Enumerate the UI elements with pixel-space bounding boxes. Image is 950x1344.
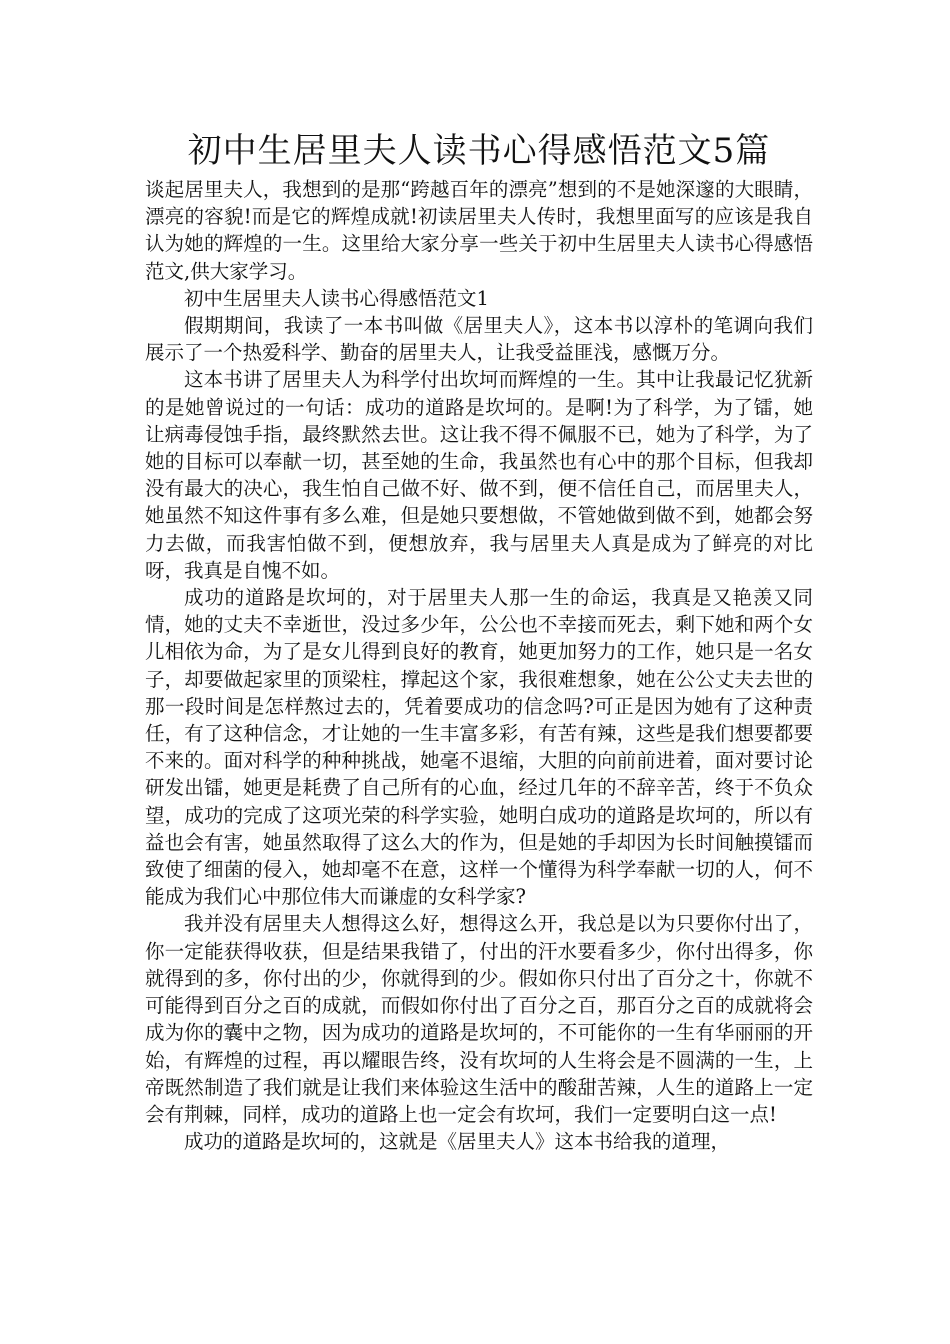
- document-page: [145, 128, 813, 1155]
- body-paragraph-1: 假期期间，我读了一本书叫做《居里夫人》，这本书以淳朴的笔调向我们展示了一个热爱科学、勤奋的居里夫人，让我受益匪浅，感慨万分。: [145, 314, 813, 365]
- body-paragraph-5: 成功的道路是坎坷的，这就是《居里夫人》这本书给我的道理，: [184, 1130, 731, 1154]
- body-paragraph-2: 这本书讲了居里夫人为科学付出坎坷而辉煌的一生。其中让我最记忆犹新的是她曾说过的一句话：成功的道路是坎坷的。是啊!为了科学，为了镭，她让病毒侵蚀手指，最终默然去世。这让我不得不佩服不已，她为了科学，为了她的目标可以奉献一切，甚至她的生命，我虽然也有心中的那个目标，但我却没有最大的决心，我生怕自己做不好、做不到，便不信任自己，而居里夫人，她虽然不知这件事有多么难，但是她只要想做，不管她做到做不到，她都会努力去做，而我害怕做不到，便想放弃，我与居里夫人真是成为了鲜亮的对比呀，我真是自愧不如。: [145, 368, 813, 582]
- intro-paragraph: 谈起居里夫人，我想到的是那“跨越百年的漂亮”想到的不是她深邃的大眼睛，漂亮的容貌!而是它的辉煌成就!初读居里夫人传时，我想里面写的应该是我自认为她的辉煌的一生。这里给大家分享一些关于初中生居里夫人读书心得感悟范文,供大家学习。: [145, 178, 813, 283]
- document-title: 初中生居里夫人读书心得感悟范文5篇: [187, 131, 771, 171]
- section-heading: 初中生居里夫人读书心得感悟范文1: [184, 286, 489, 310]
- body-paragraph-4: 我并没有居里夫人想得这么好，想得这么开，我总是以为只要你付出了，你一定能获得收获，但是结果我错了，付出的汗水要看多少，你付出得多，你就得到的多，你付出的少，你就得到的少。假如你只付出了百分之十，你就不可能得到百分之百的成就，而假如你付出了百分之百，那百分之百的成就将会成为你的囊中之物，因为成功的道路是坎坷的，不可能你的一生有华丽丽的开始，有辉煌的过程，再以耀眼告终，没有坎坷的人生将会是不圆满的一生，上帝既然制造了我们就是让我们来体验这生活中的酸甜苦辣，人生的道路上一定会有荆棘，同样，成功的道路上也一定会有坎坷，我们一定要明白这一点!: [145, 912, 813, 1126]
- body-paragraph-3: 成功的道路是坎坷的，对于居里夫人那一生的命运，我真是又艳羡又同情，她的丈夫不幸逝世，没过多少年，公公也不幸接而死去，剩下她和两个女儿相依为命，为了是女儿得到良好的教育，她更加努力的工作，她只是一名女子，却要做起家里的顶梁柱，撑起这个家，我很难想象，她在公公丈夫去世的那一段时间是怎样熬过去的，凭着要成功的信念吗?可正是因为她有了这种责任，有了这种信念，才让她的一生丰富多彩，有苦有辣，这些是我们想要都要不来的。面对科学的种种挑战，她毫不退缩，大胆的向前前进着，面对要讨论研发出镭，她更是耗费了自己所有的心血，经过几年的不辞辛苦，终于不负众望，成功的完成了这项光荣的科学实验，她明白成功的道路是坎坷的，所以有益也会有害，她虽然取得了这么大的作为，但是她的手却因为长时间触摸镭而致使了细菌的侵入，她却毫不在意，这样一个懂得为科学奉献一切的人，何不能成为我们心中那位伟大而谦虚的女科学家?: [145, 586, 813, 909]
